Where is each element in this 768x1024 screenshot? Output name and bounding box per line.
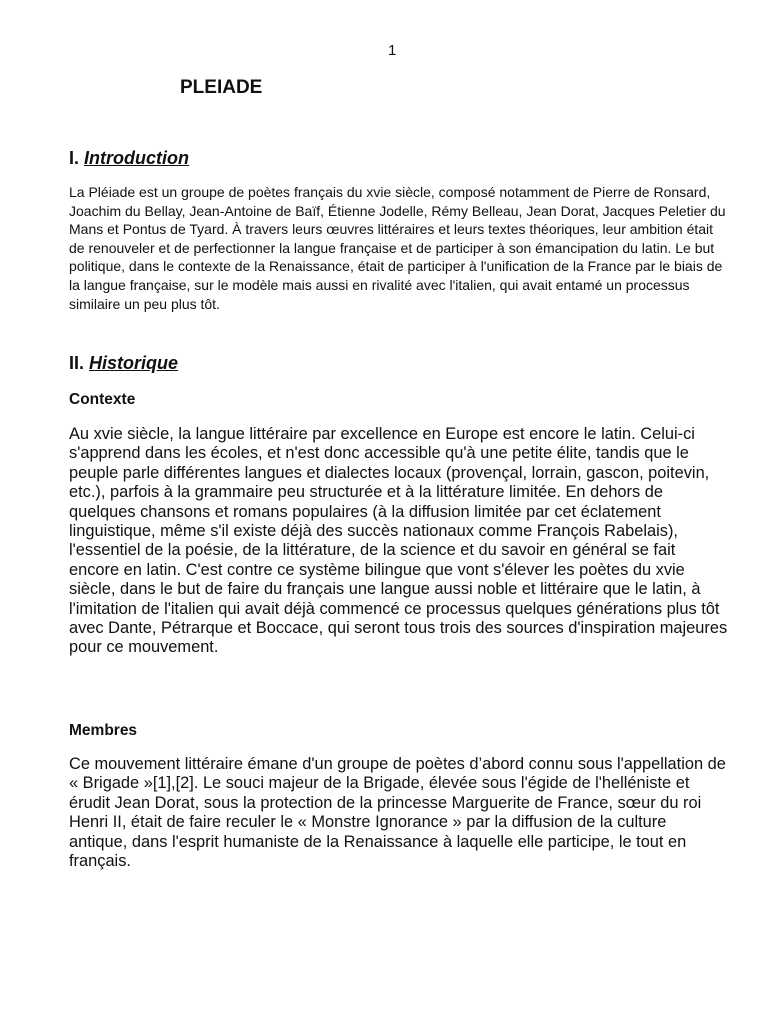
section-title-historique: Historique — [89, 353, 179, 373]
membres-paragraph: Ce mouvement littéraire émane d'un groupe de poètes d’abord connu sous l'appellation de « Brigade »[1],[2]. Le souci majeur de la Brigade, élevée sous l'égide de l'helléniste et érudit Jean Dorat, sous la protection de la princesse Marguerite de France, sœur du roi Henri II, était de faire reculer le « Monstre Ignorance » par la diffusion de la culture antique, dans l'esprit humaniste de la Renaissance à laquelle elle participe, le tout en français. — [69, 755, 726, 871]
section-numeral-introduction: I. — [69, 148, 80, 168]
subheading-membres: Membres — [69, 722, 138, 739]
section-heading-introduction — [69, 148, 189, 169]
contexte-paragraph: Au xvie siècle, la langue littéraire par excellence en Europe est encore le latin. Celui-ci s'apprend dans les écoles, et n'est donc accessible qu'à une petite élite, tandis que le peuple parle différentes langues et dialectes locaux (provençal, lorrain, gascon, poitevin, etc.), parfois à la grammaire peu structurée et à la littérature limitée. En dehors de quelques chansons et romans populaires (à la diffusion limitée par cet éclatement linguistique, même s'il existe déjà des succès nationaux comme François Rabelais), l'essentiel de la poésie, de la littérature, de la science et du savoir en général se fait encore en latin. C'est contre ce système bilingue que vont s'élever les poètes du xvie siècle, dans le but de faire du français une langue aussi noble et littéraire que le latin, à l'imitation de l'italien qui avait déjà commencé ce processus quelques générations plus tôt avec Dante, Pétrarque et Boccace, qui seront tous trois des sources d'inspiration majeures pour ce mouvement. — [69, 425, 728, 657]
introduction-paragraph: La Pléiade est un groupe de poètes français du xvie siècle, composé notamment de Pierre de Ronsard, Joachim du Bellay, Jean-Antoine de Baïf, Étienne Jodelle, Rémy Belleau, Jean Dorat, Jacques Peletier du Mans et Pontus de Tyard. À travers leurs œuvres littéraires et leurs textes théoriques, leur ambition était de renouveler et de perfectionner la langue française et de participer à son émancipation du latin. Le but politique, dans le contexte de la Renaissance, était de participer à l'unification de la France par le biais de la langue française, sur le modèle mais aussi en rivalité avec l'italien, qui avait entamé un processus similaire un peu plus tôt. — [69, 184, 726, 312]
subheading-contexte: Contexte — [69, 391, 136, 408]
section-numeral-historique: II. — [69, 353, 85, 373]
section-title-introduction: Introduction — [84, 148, 190, 168]
document-title: PLEIADE — [180, 77, 263, 98]
page-number: 1 — [388, 42, 397, 59]
section-heading-historique — [69, 353, 178, 374]
